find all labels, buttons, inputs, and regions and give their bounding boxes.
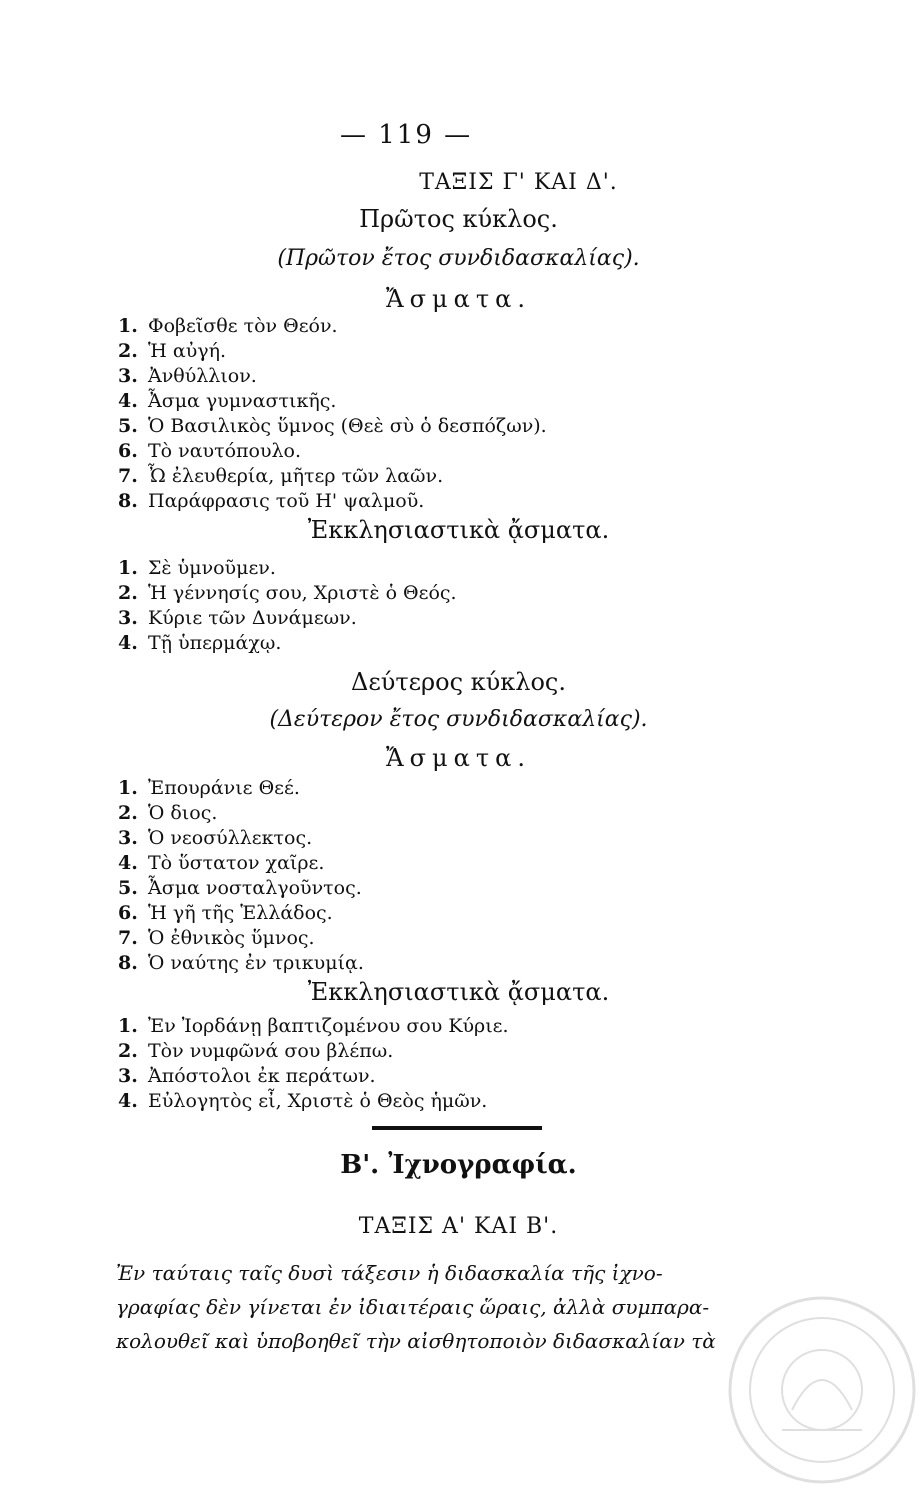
cycle-1-title: Πρῶτος κύκλος.	[359, 205, 558, 233]
list-item: 7. Ὁ ἐθνικὸς ὕμνος.	[118, 927, 315, 949]
list-item: 6. Ἡ γῆ τῆς Ἑλλάδος.	[118, 902, 333, 924]
paragraph-line: κολουθεῖ καὶ ὑποβοηθεῖ τὴν αἰσθητοποιὸν διδασκαλίαν τὰ	[116, 1329, 716, 1353]
cycle-2-church-list	[118, 1014, 509, 1114]
section-divider	[372, 1126, 542, 1130]
cycle-1-church-title: Ἐκκλησιαστικὰ ᾄσματα.	[307, 516, 610, 544]
cycle-2-year: (Δεύτερον ἔτος συνδιδασκαλίας).	[269, 707, 648, 732]
page-number: — 119 —	[340, 120, 473, 150]
list-item: 5. Ἆσμα νοσταλγοῦντος.	[118, 877, 362, 899]
body-paragraph	[116, 1256, 736, 1358]
list-item: 1. Ἐν Ἰορδάνῃ βαπτιζομένου σου Κύριε.	[118, 1015, 509, 1037]
list-item: 4. Εὐλογητὸς εἶ, Χριστὲ ὁ Θεὸς ἡμῶν.	[118, 1090, 488, 1112]
list-item: 2. Ἡ αὐγή.	[118, 340, 227, 362]
list-item: 3. Ὁ νεοσύλλεκτος.	[118, 827, 313, 849]
cycle-2-songs-list	[118, 776, 364, 976]
list-item: 4. Τὸ ὕστατον χαῖρε.	[118, 852, 325, 874]
list-item: 4. Ἆσμα γυμναστικῆς.	[118, 390, 337, 412]
list-item: 8. Παράφρασις τοῦ Η' ψαλμοῦ.	[118, 490, 425, 512]
paragraph-line: Ἐν ταύταις ταῖς δυσὶ τάξεσιν ἡ διδασκαλία τῆς ἰχνο-	[116, 1261, 663, 1285]
cycle-1-church-list	[118, 556, 457, 656]
list-item: 1. Φοβεῖσθε τὸν Θεόν.	[118, 315, 338, 337]
list-item: 8. Ὁ ναύτης ἐν τρικυμίᾳ.	[118, 952, 364, 974]
list-item: 1. Ἐπουράνιε Θεέ.	[118, 777, 300, 799]
cycle-2-songs-title: Ἄσματα.	[386, 744, 531, 772]
class-heading-1: ΤΑΞΙΣ Γ' ΚΑΙ Δ'.	[419, 170, 618, 195]
section-title: Β'. Ἰχνογραφία.	[340, 1150, 577, 1180]
library-seal-icon	[722, 1290, 917, 1490]
class-heading-2: ΤΑΞΙΣ Α' ΚΑΙ Β'.	[358, 1214, 559, 1239]
list-item: 7. Ὦ ἐλευθερία, μῆτερ τῶν λαῶν.	[118, 465, 444, 487]
list-item: 4. Τῇ ὑπερμάχῳ.	[118, 632, 282, 654]
cycle-2-title: Δεύτερος κύκλος.	[350, 668, 566, 696]
list-item: 2. Ἡ γέννησίς σου, Χριστὲ ὁ Θεός.	[118, 582, 457, 604]
list-item: 5. Ὁ Βασιλικὸς ὕμνος (Θεὲ σὺ ὁ δεσπόζων).	[118, 415, 547, 437]
list-item: 2. Τὸν νυμφῶνά σου βλέπω.	[118, 1040, 394, 1062]
list-item: 2. Ὁ διος.	[118, 802, 218, 824]
cycle-1-year: (Πρῶτον ἔτος συνδιδασκαλίας).	[277, 246, 640, 271]
list-item: 3. Ἀνθύλλιον.	[118, 365, 257, 387]
paragraph-line: γραφίας δὲν γίνεται ἐν ἰδιαιτέραις ὥραις, ἀλλὰ συμπαρα-	[116, 1295, 710, 1319]
cycle-1-songs-title: Ἄσματα.	[386, 285, 531, 313]
list-item: 6. Τὸ ναυτόπουλο.	[118, 440, 302, 462]
cycle-1-songs-list	[118, 314, 547, 514]
cycle-2-church-title: Ἐκκλησιαστικὰ ᾄσματα.	[307, 978, 610, 1006]
list-item: 3. Ἀπόστολοι ἐκ περάτων.	[118, 1065, 376, 1087]
list-item: 3. Κύριε τῶν Δυνάμεων.	[118, 607, 357, 629]
list-item: 1. Σὲ ὑμνοῦμεν.	[118, 557, 276, 579]
